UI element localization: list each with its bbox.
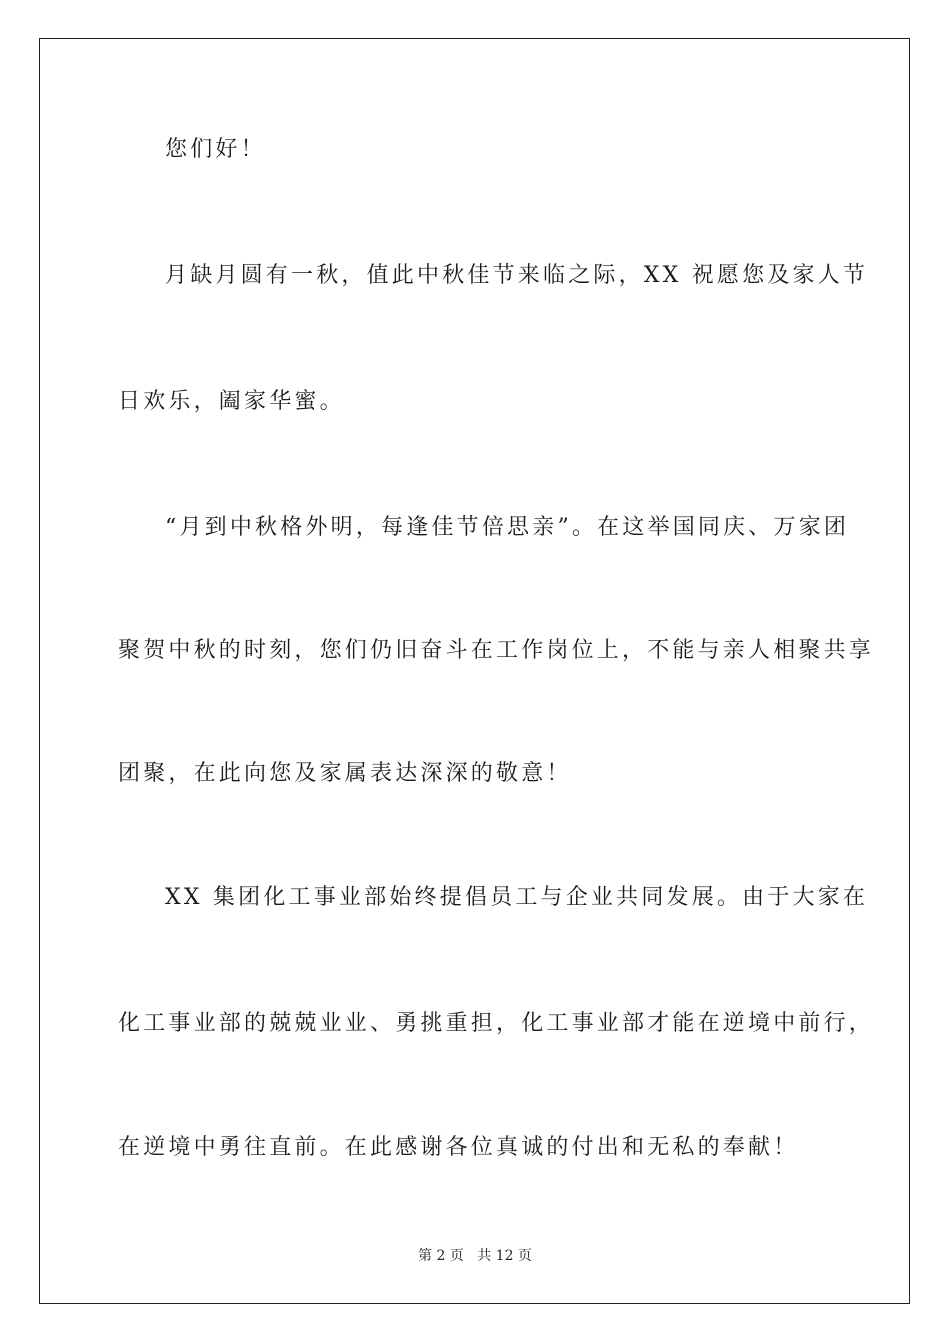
page-number: 第 2 页 (418, 1248, 464, 1264)
paragraph-2-line-2: 聚贺中秋的时刻，您们仍旧奋斗在工作岗位上，不能与亲人相聚共享 (118, 638, 875, 663)
greeting-line: 您们好！ (165, 137, 266, 162)
paragraph-3-line-1: XX 集团化工事业部始终提倡员工与企业共同发展。由于大家在 (165, 885, 869, 910)
paragraph-3-line-3: 在逆境中勇往直前。在此感谢各位真诚的付出和无私的奉献！ (118, 1135, 799, 1160)
page-border (39, 38, 910, 1304)
paragraph-2-line-1: “月到中秋格外明，每逢佳节倍思亲”。在这举国同庆、万家团 (165, 515, 850, 540)
paragraph-1-line-2: 日欢乐，阖家华蜜。 (118, 389, 345, 414)
page-total: 共 12 页 (477, 1248, 532, 1264)
paragraph-1-line-1: 月缺月圆有一秋，值此中秋佳节来临之际，XX 祝愿您及家人节 (165, 263, 869, 288)
paragraph-2-line-3: 团聚，在此向您及家属表达深深的敬意！ (118, 761, 572, 786)
page-footer (0, 1247, 950, 1265)
paragraph-3-line-2: 化工事业部的兢兢业业、勇挑重担，化工事业部才能在逆境中前行， (118, 1011, 875, 1036)
